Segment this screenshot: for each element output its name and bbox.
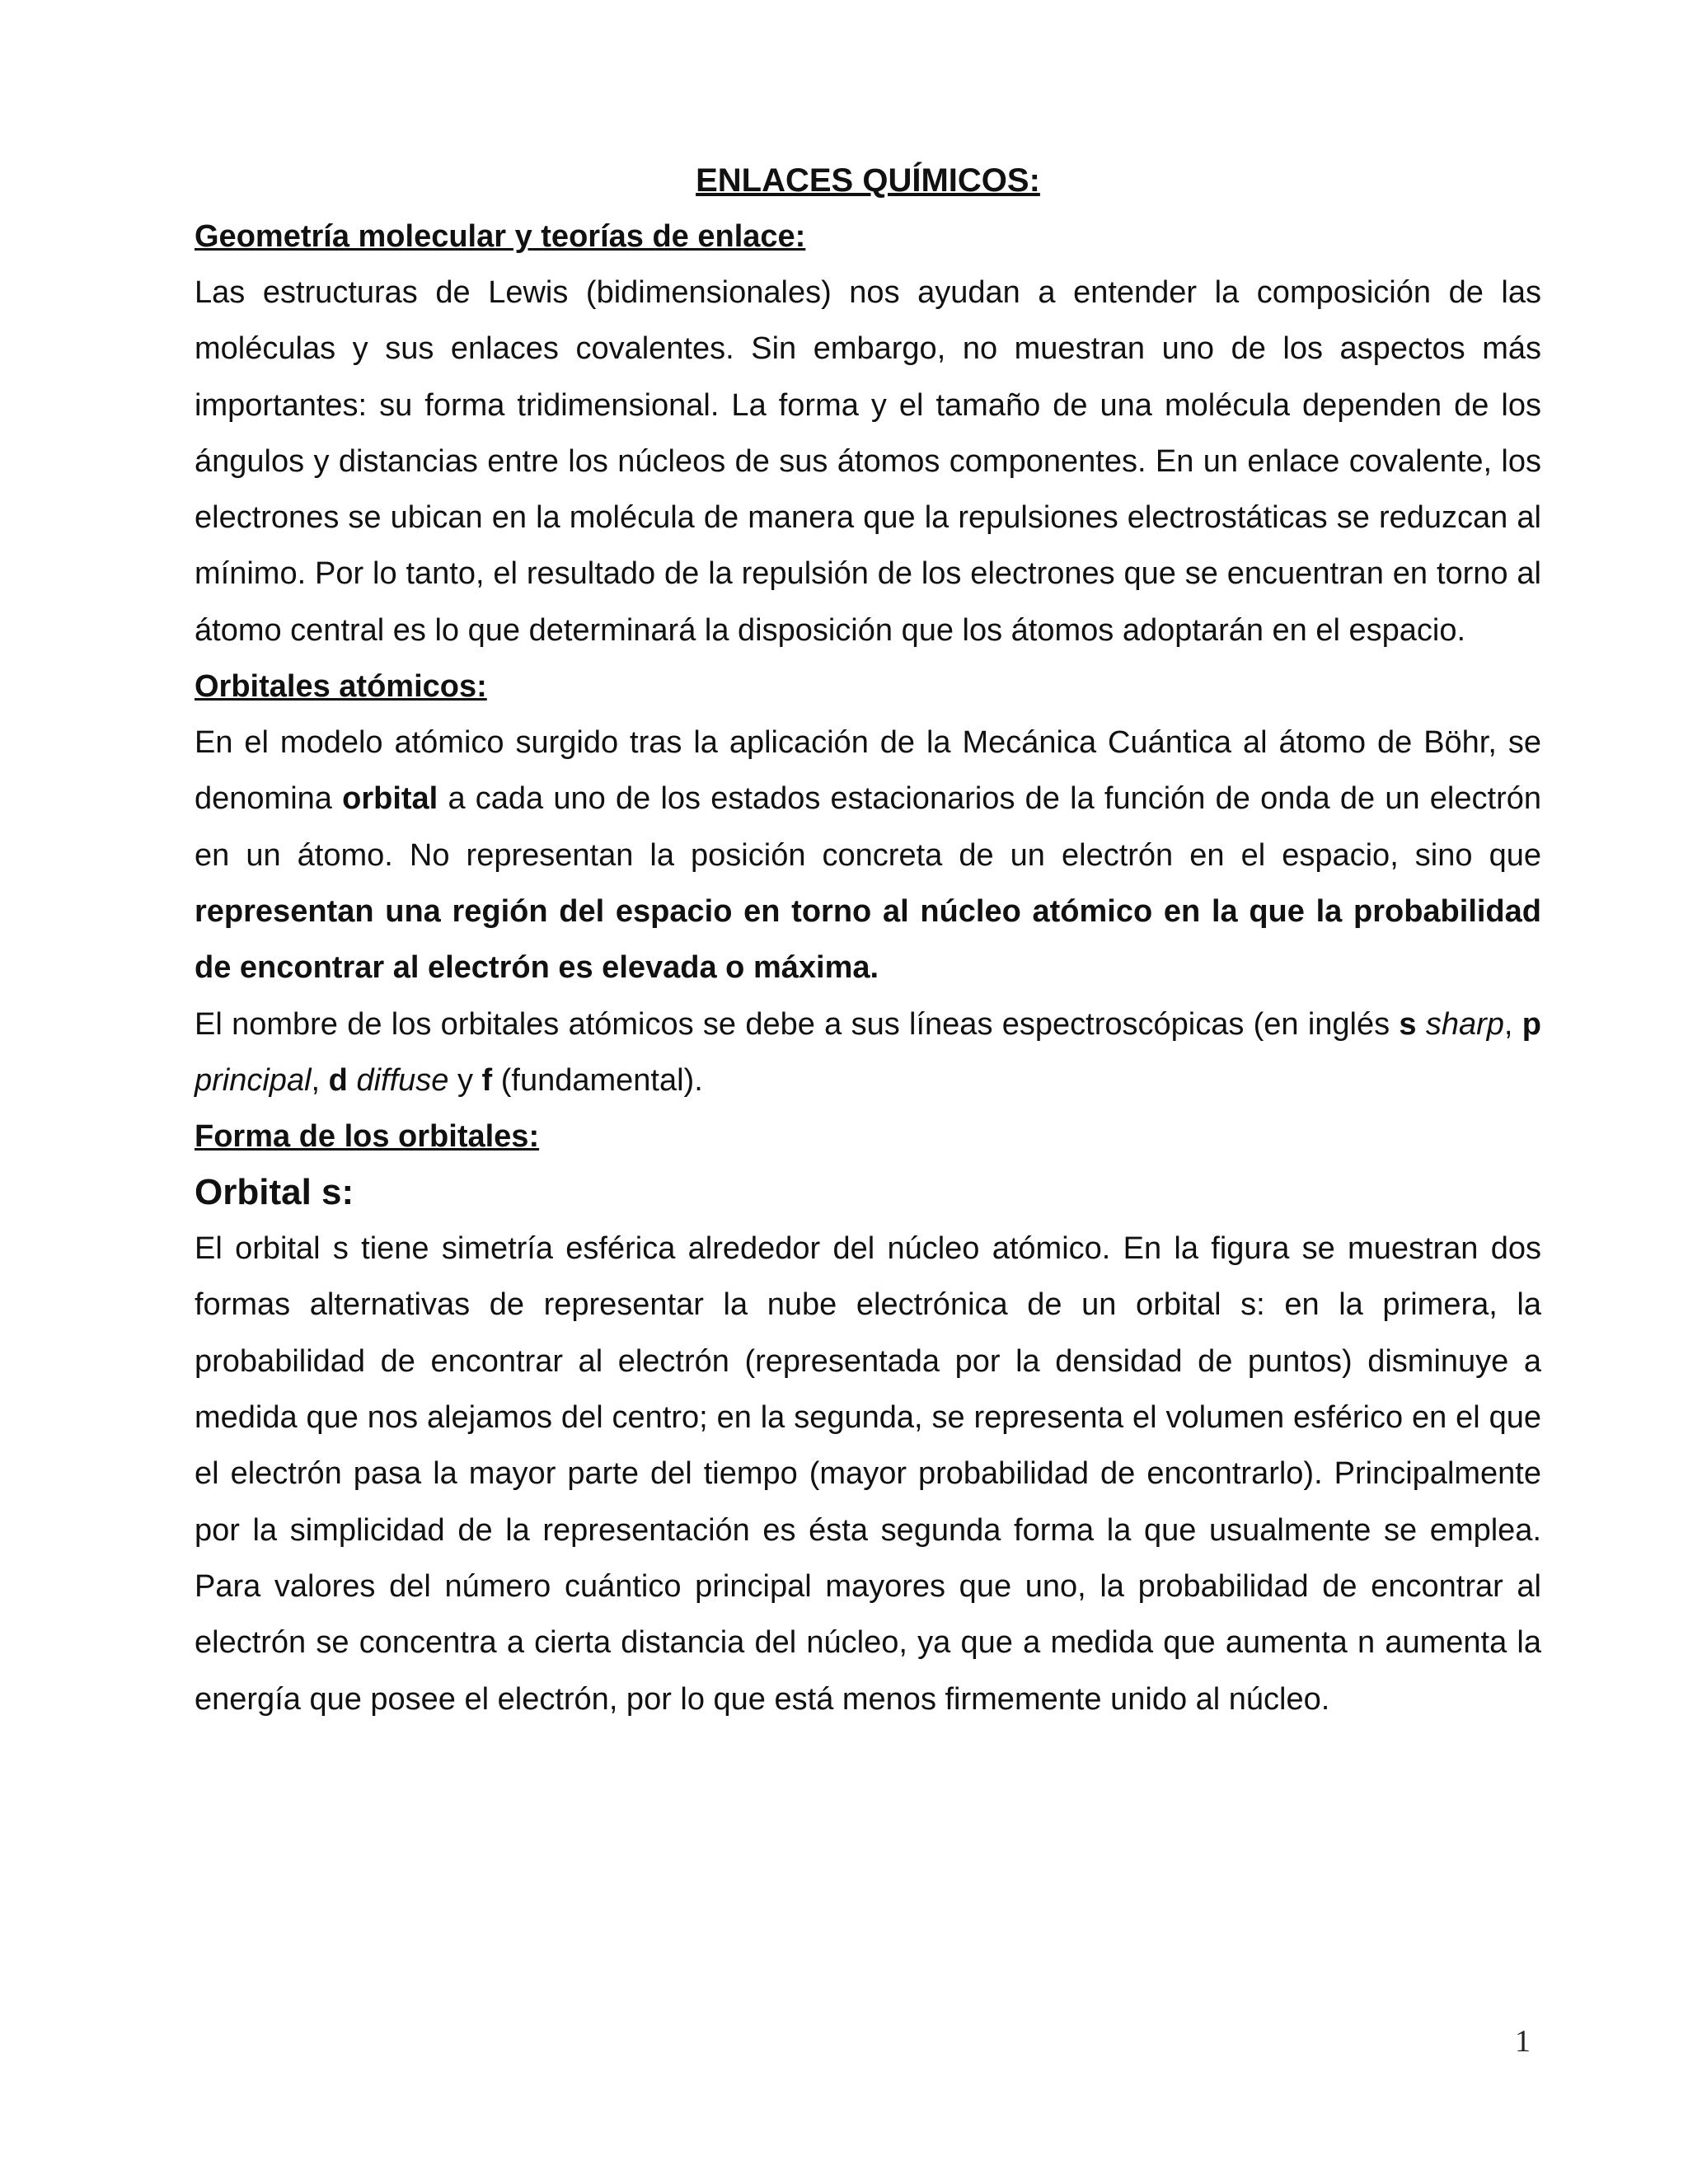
- paragraph-orbital-s: El orbital s tiene simetría esférica alrededor del núcleo atómico. En la figura se muestran dos formas alternativas de representar la nube electrónica de un orbital s: en la primera, la probabilidad de encontrar al electrón (representada por la densidad de puntos) disminuye a medida que nos alejamos del centro; en la segunda, se representa el volumen esférico en el que el electrón pasa la mayor parte del tiempo (mayor probabilidad de encontrarlo). Principalmente por la simplicidad de la representación es ésta segunda forma la que usualmente se emplea. Para valores del número cuántico principal mayores que uno, la probabilidad de encontrar al electrón se concentra a cierta distancia del núcleo, ya que a medida que aumenta n aumenta la energía que posee el electrón, por lo que está menos firmemente unido al núcleo.: [195, 1231, 1541, 1717]
- italic-diffuse: diffuse: [356, 1062, 449, 1098]
- text-span: a cada uno de los estados estacionarios de la función de onda de un electrón en un átomo. No representan la posición concreta de un electrón en el espacio, sino que: [195, 781, 1541, 873]
- section-heading-orbitales-atomicos: Orbitales atómicos:: [195, 669, 487, 705]
- bold-letter-d: d: [328, 1062, 348, 1098]
- subheading-orbital-s: Orbital s:: [195, 1172, 354, 1213]
- bold-definition: representan una región del espacio en torno al núcleo atómico en la que la probabilidad de encontrar al electrón es elevada o máxima.: [195, 893, 1541, 986]
- section-heading-geometria: Geometría molecular y teorías de enlace:: [195, 219, 806, 254]
- bold-term-orbital: orbital: [342, 781, 438, 817]
- text-span: El nombre de los orbitales atómicos se debe a sus líneas espectroscópicas (en inglés: [195, 1006, 1400, 1042]
- italic-principal: principal: [195, 1062, 312, 1098]
- document-title: ENLACES QUÍMICOS:: [696, 162, 1040, 199]
- bold-letter-p: p: [1522, 1006, 1541, 1042]
- text-span: En el modelo atómico surgido tras la aplicación de la Mecánica Cuántica al átomo de Böhr, se denomina: [195, 725, 1541, 817]
- bold-letter-s: s: [1399, 1006, 1417, 1042]
- text-span: ,: [311, 1062, 329, 1098]
- paragraph-geometria: Las estructuras de Lewis (bidimensionales) nos ayudan a entender la composición de las moléculas y sus enlaces covalentes. Sin embargo, no muestran uno de los aspectos más importantes: su forma tridimensional. La forma y el tamaño de una molécula dependen de los ángulos y distancias entre los núcleos de sus átomos componentes. En un enlace covalente, los electrones se ubican en la molécula de manera que la repulsiones electrostáticas se reduzcan al mínimo. Por lo tanto, el resultado de la repulsión de los electrones que se encuentran en torno al átomo central es lo que determinará la disposición que los átomos adoptarán en el espacio.: [195, 275, 1541, 648]
- section-heading-forma-orbitales: Forma de los orbitales:: [195, 1119, 540, 1155]
- text-span: y: [448, 1062, 482, 1098]
- bold-letter-f: f: [481, 1062, 493, 1098]
- paragraph-orbital-names: [195, 996, 1541, 1109]
- paragraph-orbital-definition: [195, 715, 1541, 996]
- italic-sharp: sharp: [1425, 1006, 1504, 1042]
- text-span: (fundamental).: [492, 1062, 703, 1098]
- page-number: 1: [1515, 2024, 1531, 2059]
- text-span: ,: [1503, 1006, 1522, 1042]
- document-page: [195, 152, 1541, 1727]
